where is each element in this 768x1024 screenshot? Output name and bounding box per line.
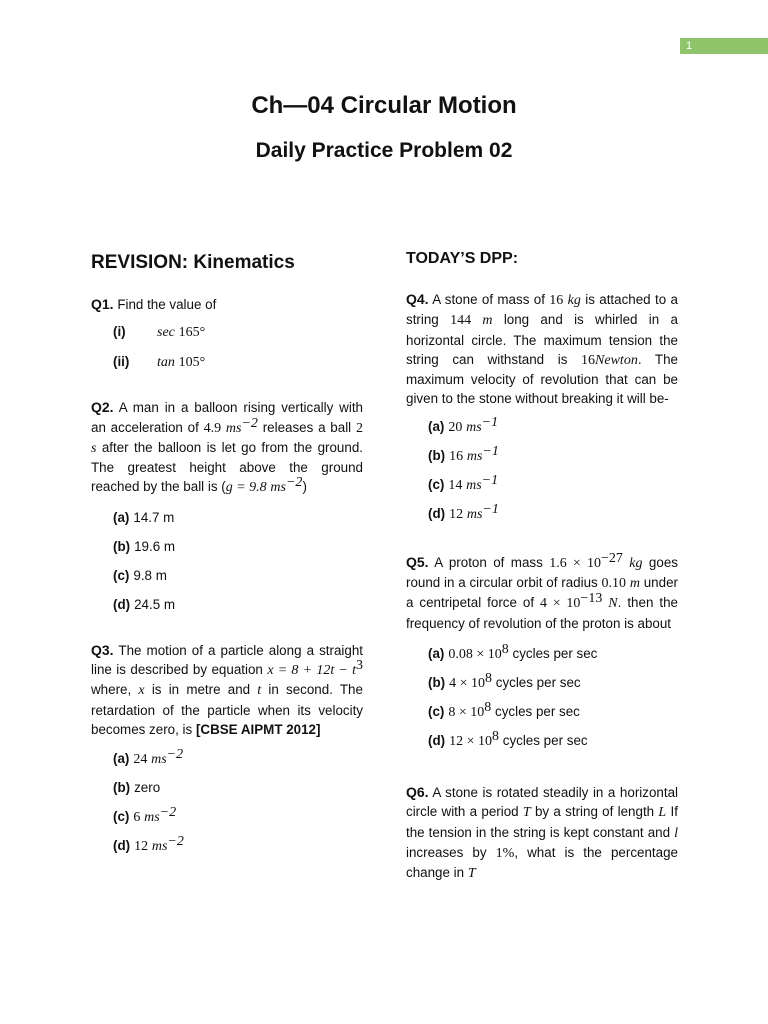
math-unit: ms [144, 810, 160, 826]
sub-label: (i) [113, 324, 126, 340]
math-variable: L [658, 805, 667, 821]
question-text: under a centripetal force of [406, 575, 678, 611]
question-text: A stone is rotated steadily in a horizontal circle with a period [406, 784, 678, 820]
math-value: 144 [450, 313, 472, 329]
option-label: (c) [113, 567, 130, 583]
math-unit: s [91, 440, 97, 456]
math-expression: g = 9.8 [225, 480, 267, 496]
question-text: releases a ball [262, 419, 352, 435]
question-text: The motion of a particle along a straight line is described by equation [91, 642, 363, 678]
option-label: (d) [428, 732, 446, 748]
option-label: (b) [428, 447, 446, 463]
sub-label: (ii) [113, 353, 130, 369]
math-unit: ms [466, 477, 482, 493]
option [91, 561, 363, 590]
question-text: after the balloon is let go from the ground. The greatest height above the ground reached by the ball is ( [91, 439, 363, 495]
chapter-title: Ch—04 Circular Motion [251, 92, 517, 119]
option-text: cycles per sec [495, 674, 581, 690]
page-number-badge: 1 [680, 38, 768, 54]
math-unit: ms [151, 752, 167, 768]
option [91, 532, 363, 561]
math-value: 1.6 × 10 [549, 555, 601, 571]
math-variable: T [522, 805, 531, 821]
option-label: (c) [428, 476, 445, 492]
question-1 [91, 295, 363, 314]
option-list [406, 639, 678, 755]
math-value: 1% [495, 845, 515, 861]
question-text: . The maximum velocity of revolution that can be given to the stone without breaking it will be- [406, 351, 678, 407]
math-exponent: −2 [167, 834, 184, 850]
math-fn: sec [157, 325, 175, 341]
option-list [406, 412, 678, 528]
option-text: zero [134, 780, 161, 796]
question-text: Find the value of [117, 297, 217, 312]
question-5 [406, 550, 678, 633]
question-number: Q5. [406, 553, 429, 570]
math-exponent: −2 [166, 747, 184, 763]
option-label: (a) [428, 418, 445, 434]
math-value: 24 [133, 752, 148, 768]
question-number: Q6. [406, 783, 429, 800]
revision-heading: REVISION: Kinematics [91, 252, 295, 273]
question-text: , what is the percentage change in [406, 844, 678, 881]
math-unit: ms [466, 506, 483, 522]
option [91, 503, 363, 532]
option-label: (b) [428, 674, 446, 690]
dpp-subtitle: Daily Practice Problem 02 [255, 139, 513, 162]
math-unit: ms [466, 419, 482, 435]
option-text: cycles per sec [512, 645, 598, 661]
option [91, 590, 363, 619]
question-4 [406, 290, 678, 409]
option-label: (b) [113, 538, 131, 554]
math-exponent: −2 [159, 805, 177, 821]
option [91, 802, 363, 831]
option-label: (a) [113, 509, 130, 525]
question-number: Q2. [91, 399, 114, 416]
math-unit: kg [629, 555, 643, 571]
question-text: is in metre and [151, 682, 251, 698]
option [91, 744, 363, 773]
option-label: (d) [113, 838, 131, 854]
math-exponent: −1 [481, 472, 499, 488]
math-value: 4 × 10 [449, 675, 486, 691]
option-text: 19.6 m [134, 538, 176, 554]
math-value: 16 [549, 293, 564, 308]
option-list [91, 503, 363, 619]
option-text: cycles per sec [502, 732, 588, 748]
math-value: 105° [178, 354, 206, 370]
math-value: 165° [178, 325, 206, 341]
math-value: 2 [355, 420, 363, 436]
math-unit: m [482, 313, 493, 329]
question-text: . then the frequency of revolution of the proton is about [406, 595, 678, 631]
option [406, 499, 678, 528]
math-unit: ms [225, 420, 242, 436]
option-list [91, 744, 363, 860]
math-exponent: −2 [241, 415, 258, 431]
option-label: (d) [428, 505, 446, 521]
math-unit: ms [151, 839, 168, 855]
question-text: in second. The retardation of the particle when its velocity becomes zero, is [91, 682, 363, 737]
question-6 [406, 783, 678, 883]
math-unit: ms [466, 448, 483, 464]
math-value: 12 [134, 839, 149, 855]
math-variable: l [674, 825, 678, 841]
math-expression: x = 8 + 12t − t [267, 663, 356, 679]
sub-question [91, 317, 363, 347]
option-label: (c) [428, 703, 445, 719]
math-value: 6 [133, 810, 141, 826]
math-unit: Newton [595, 352, 638, 368]
math-value: 4.9 [203, 420, 222, 436]
math-unit: kg [567, 293, 581, 308]
math-value: 12 × 10 [449, 733, 493, 749]
question-text: where, [91, 682, 132, 698]
question-3 [91, 641, 363, 739]
question-text: A man in a balloon rising vertically with an acceleration of [91, 400, 363, 435]
math-exponent: −27 [600, 550, 623, 566]
math-exponent: 3 [356, 658, 363, 674]
math-exponent: 8 [501, 641, 509, 657]
question-text: If the tension in the string is kept constant and [406, 804, 678, 840]
math-unit: N [608, 596, 618, 612]
option [406, 668, 678, 697]
math-exponent: −1 [482, 443, 499, 459]
option-text: 24.5 m [134, 596, 176, 612]
question-number: Q4. [406, 291, 429, 307]
math-value: 16 [449, 448, 464, 464]
math-exponent: −1 [482, 501, 499, 517]
question-text: goes round in a circular orbit of radius [406, 554, 678, 591]
math-value: 4 × 10 [540, 596, 581, 612]
math-exponent: 8 [492, 728, 500, 744]
question-text: by a string of length [534, 804, 655, 820]
math-unit: ms [270, 480, 286, 496]
math-variable: t [257, 683, 262, 699]
todays-dpp-heading: TODAY’S DPP: [406, 250, 519, 267]
question-text: increases by [406, 844, 487, 860]
option [406, 412, 678, 441]
question-number: Q1. [91, 296, 114, 312]
option [91, 831, 363, 860]
math-value: 16 [581, 352, 596, 368]
math-value: 8 × 10 [448, 704, 485, 720]
math-value: 20 [448, 419, 463, 435]
option-label: (b) [113, 780, 131, 796]
question-text: ) [302, 479, 307, 495]
option-text: cycles per sec [495, 703, 580, 719]
question-2 [91, 398, 363, 497]
question-text: A stone of mass of [432, 292, 545, 307]
option-label: (a) [428, 645, 445, 661]
math-variable: x [138, 683, 145, 699]
math-unit: m [629, 576, 640, 592]
math-exponent: −13 [580, 591, 603, 607]
option-label: (c) [113, 809, 130, 825]
math-value: 12 [449, 506, 464, 522]
option [406, 470, 678, 499]
option-text: 9.8 m [133, 567, 167, 583]
math-exponent: 8 [484, 699, 492, 715]
math-variable: T [467, 866, 476, 882]
math-value: 0.10 [601, 576, 627, 592]
option-label: (d) [113, 596, 131, 612]
option-text: 14.7 m [133, 509, 175, 525]
math-exponent: −1 [481, 414, 499, 430]
option [406, 639, 678, 668]
question-text: is attached to a string [406, 292, 678, 328]
sub-question [91, 347, 363, 377]
exam-source: [CBSE AIPMT 2012] [195, 721, 321, 737]
option [406, 697, 678, 726]
math-value: 0.08 × 10 [448, 646, 502, 662]
math-fn: tan [157, 354, 175, 370]
todays-dpp-column [406, 250, 678, 883]
option-label: (a) [113, 751, 130, 767]
option [91, 773, 363, 802]
math-exponent: 8 [485, 670, 493, 686]
question-number: Q3. [91, 641, 114, 658]
math-value: 14 [448, 477, 463, 493]
option [406, 726, 678, 755]
revision-column [91, 250, 363, 860]
option [406, 441, 678, 470]
question-text: long and is whirled in a horizontal circle. The maximum tension the string can withstand is [406, 312, 678, 367]
question-text: A proton of mass [434, 554, 543, 570]
math-exponent: −2 [285, 475, 303, 491]
